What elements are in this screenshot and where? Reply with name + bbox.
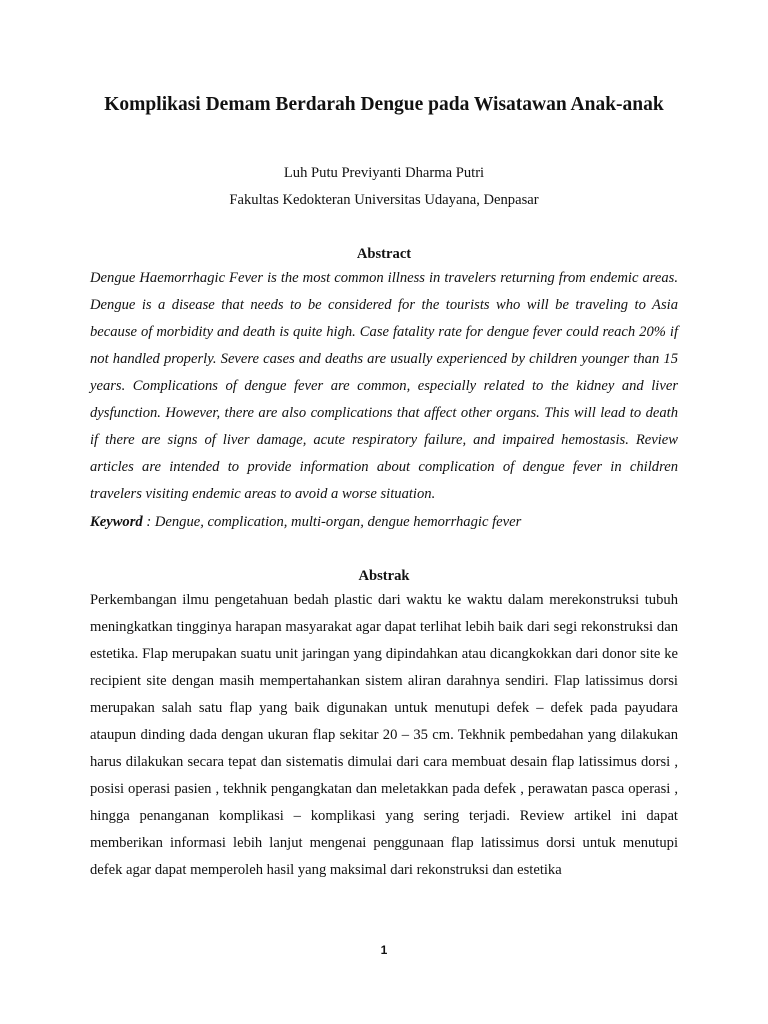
keywords-label: Keyword: [90, 514, 143, 530]
keywords-text: : Dengue, complication, multi-organ, dengue hemorrhagic fever: [142, 514, 522, 530]
keywords-line: [90, 509, 678, 536]
paper-title: Komplikasi Demam Berdarah Dengue pada Wisatawan Anak-anak: [104, 94, 664, 115]
abstract-body: Dengue Haemorrhagic Fever is the most common illness in travelers returning from endemic areas. Dengue is a disease that needs to be considered for the tourists who will be traveling to Asia because of morbidity and death is quite high. Case fatality rate for dengue fever could reach 20% if not handled properly. Severe cases and deaths are usually experienced by children younger than 15 years. Complications of dengue fever are common, especially related to the kidney and liver dysfunction. However, there are also complications that affect other organs. This will lead to death if there are signs of liver damage, acute respiratory failure, and impaired hemostasis. Review articles are intended to provide information about complication of dengue fever in children travelers visiting endemic areas to avoid a worse situation.: [90, 270, 678, 502]
author-name: Luh Putu Previyanti Dharma Putri: [283, 165, 485, 181]
author-affiliation: Fakultas Kedokteran Universitas Udayana, Denpasar: [229, 192, 539, 208]
page-number: 1: [380, 943, 388, 957]
abstrak-body: Perkembangan ilmu pengetahuan bedah plastic dari waktu ke waktu dalam merekonstruksi tubuh meningkatkan tingginya harapan masyarakat agar dapat terlihat lebih baik dari segi rekonstruksi dan estetika. Flap merupakan suatu unit jaringan yang dipindahkan atau dicangkokkan dari donor site ke recipient site dengan masih mempertahankan sistem aliran darahnya sendiri. Flap latissimus dorsi merupakan salah satu flap yang baik digunakan untuk menutupi defek – defek pada payudara ataupun dinding dada dengan ukuran flap sekitar 20 – 35 cm. Tekhnik pembedahan yang dilakukan harus dilakukan secara tepat dan sistematis dimulai dari cara membuat desain flap latissimus dorsi , posisi operasi pasien , tekhnik pengangkatan dan meletakkan pada defek , perawatan pasca operasi , hingga penanganan komplikasi – komplikasi yang sering terjadi. Review artikel ini dapat memberikan informasi lebih lanjut mengenai penggunaan flap latissimus dorsi untuk menutupi defek agar dapat memperoleh hasil yang maksimal dari rekonstruksi dan estetika: [90, 592, 678, 878]
abstract-heading: Abstract: [356, 246, 412, 262]
abstrak-heading: Abstrak: [358, 568, 410, 584]
